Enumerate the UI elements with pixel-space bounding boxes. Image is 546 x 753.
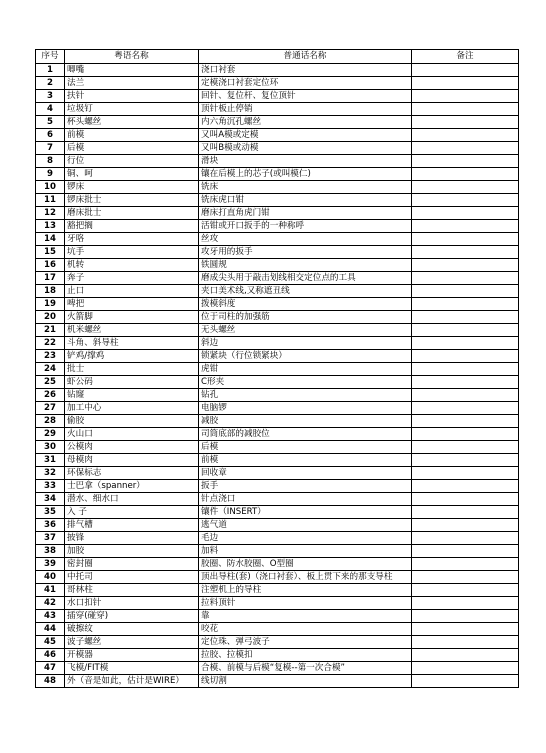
table-row — [36, 220, 519, 233]
row-number: 14 — [36, 233, 65, 246]
row-number: 29 — [36, 428, 65, 441]
mandarin-name: 司筒底部的减胶位 — [199, 428, 412, 441]
table-row — [36, 259, 519, 272]
remark — [412, 168, 519, 181]
table-row — [36, 467, 519, 480]
mandarin-name: 定位珠、弹弓波子 — [199, 636, 412, 649]
header-row — [36, 50, 519, 64]
remark — [412, 77, 519, 90]
row-number: 27 — [36, 402, 65, 415]
mandarin-name: 拉料顶针 — [199, 597, 412, 610]
cantonese-name: 加工中心 — [65, 402, 199, 415]
row-number: 42 — [36, 597, 65, 610]
remark — [412, 350, 519, 363]
row-number: 39 — [36, 558, 65, 571]
cantonese-name: 偷胶 — [65, 415, 199, 428]
table-row — [36, 675, 519, 688]
mandarin-name: 拉胶、拉模扣 — [199, 649, 412, 662]
cantonese-name: 入 子 — [65, 506, 199, 519]
row-number: 22 — [36, 337, 65, 350]
table-row — [36, 532, 519, 545]
remark — [412, 142, 519, 155]
remark — [412, 129, 519, 142]
row-number: 45 — [36, 636, 65, 649]
table-row — [36, 337, 519, 350]
mandarin-name: 逃气道 — [199, 519, 412, 532]
cantonese-name: 水口扣针 — [65, 597, 199, 610]
mandarin-name: 毛边 — [199, 532, 412, 545]
remark — [412, 246, 519, 259]
row-number: 32 — [36, 467, 65, 480]
row-number: 47 — [36, 662, 65, 675]
row-number: 2 — [36, 77, 65, 90]
cantonese-name: 开模器 — [65, 649, 199, 662]
table-row — [36, 103, 519, 116]
mandarin-name: 定模浇口衬套定位环 — [199, 77, 412, 90]
cantonese-name: 批士 — [65, 363, 199, 376]
remark — [412, 285, 519, 298]
cantonese-name: 行位 — [65, 155, 199, 168]
table-row — [36, 116, 519, 129]
cantonese-name: 牙咯 — [65, 233, 199, 246]
mandarin-name: 回针、复位杆、复位顶针 — [199, 90, 412, 103]
row-number: 41 — [36, 584, 65, 597]
row-number: 28 — [36, 415, 65, 428]
table-row — [36, 545, 519, 558]
table-row — [36, 194, 519, 207]
remark — [412, 220, 519, 233]
mandarin-name: 胶圈、防水胶圈、O型圈 — [199, 558, 412, 571]
row-number: 4 — [36, 103, 65, 116]
remark — [412, 610, 519, 623]
remark — [412, 454, 519, 467]
remark — [412, 233, 519, 246]
row-number: 31 — [36, 454, 65, 467]
table-row — [36, 155, 519, 168]
cantonese-name: 唧嘴 — [65, 64, 199, 77]
remark — [412, 519, 519, 532]
table-row — [36, 623, 519, 636]
header-remark: 备注 — [412, 50, 519, 64]
remark — [412, 480, 519, 493]
row-number: 3 — [36, 90, 65, 103]
mandarin-name: 钻孔 — [199, 389, 412, 402]
remark — [412, 415, 519, 428]
remark — [412, 584, 519, 597]
cantonese-name: 母模肉 — [65, 454, 199, 467]
row-number: 40 — [36, 571, 65, 584]
cantonese-name: 火山口 — [65, 428, 199, 441]
cantonese-name: 外（音是如此，估计是WIRE） — [65, 675, 199, 688]
mandarin-name: 磨成尖头用于敲击划线相交定位点的工具 — [199, 272, 412, 285]
mandarin-name: 位于司柱的加强筋 — [199, 311, 412, 324]
cantonese-name: 扶针 — [65, 90, 199, 103]
cantonese-name: 密封圈 — [65, 558, 199, 571]
remark — [412, 116, 519, 129]
remark — [412, 506, 519, 519]
row-number: 34 — [36, 493, 65, 506]
remark — [412, 389, 519, 402]
cantonese-name: 中托司 — [65, 571, 199, 584]
table-row — [36, 129, 519, 142]
mandarin-name: 又叫B模或动模 — [199, 142, 412, 155]
table-row — [36, 324, 519, 337]
remark — [412, 571, 519, 584]
remark — [412, 311, 519, 324]
remark — [412, 597, 519, 610]
table-row — [36, 480, 519, 493]
remark — [412, 259, 519, 272]
mandarin-name: 咬花 — [199, 623, 412, 636]
table-row — [36, 415, 519, 428]
cantonese-name: 波子螺丝 — [65, 636, 199, 649]
mandarin-name: 浇口衬套 — [199, 64, 412, 77]
row-number: 37 — [36, 532, 65, 545]
cantonese-name: 豁把搁 — [65, 220, 199, 233]
mandarin-name: 丝攻 — [199, 233, 412, 246]
row-number: 18 — [36, 285, 65, 298]
mandarin-name: 锁紧块（行位锁紧块） — [199, 350, 412, 363]
table-row — [36, 376, 519, 389]
row-number: 10 — [36, 181, 65, 194]
cantonese-name: 公模肉 — [65, 441, 199, 454]
cantonese-name: 哥林柱 — [65, 584, 199, 597]
row-number: 15 — [36, 246, 65, 259]
row-number: 5 — [36, 116, 65, 129]
table-row — [36, 506, 519, 519]
mandarin-name: 靠 — [199, 610, 412, 623]
remark — [412, 441, 519, 454]
mandarin-name: 铣床虎口钳 — [199, 194, 412, 207]
cantonese-name: 杯头螺丝 — [65, 116, 199, 129]
row-number: 16 — [36, 259, 65, 272]
remark — [412, 649, 519, 662]
mandarin-name: 铁圆规 — [199, 259, 412, 272]
row-number: 17 — [36, 272, 65, 285]
row-number: 24 — [36, 363, 65, 376]
cantonese-name: 铜、呵 — [65, 168, 199, 181]
row-number: 9 — [36, 168, 65, 181]
row-number: 8 — [36, 155, 65, 168]
mandarin-name: 滑块 — [199, 155, 412, 168]
header-mandarin-name: 普通话名称 — [199, 50, 412, 64]
mandarin-name: 斜边 — [199, 337, 412, 350]
table-row — [36, 402, 519, 415]
remark — [412, 337, 519, 350]
table-row — [36, 662, 519, 675]
row-number: 19 — [36, 298, 65, 311]
cantonese-name: 飞模/FIT模 — [65, 662, 199, 675]
cantonese-name: 火箭脚 — [65, 311, 199, 324]
mandarin-name: 攻牙用的扳手 — [199, 246, 412, 259]
table-row — [36, 519, 519, 532]
mandarin-name: 前模 — [199, 454, 412, 467]
mandarin-name: 顶出导柱(套)（浇口衬套）、板上贯下来的那支导柱 — [199, 571, 412, 584]
table-row — [36, 285, 519, 298]
mandarin-name: 活钳或开口扳手的一种称呼 — [199, 220, 412, 233]
mandarin-name: 扳手 — [199, 480, 412, 493]
cantonese-name: 排气槽 — [65, 519, 199, 532]
mandarin-name: 针点浇口 — [199, 493, 412, 506]
mandarin-name: 虎钳 — [199, 363, 412, 376]
cantonese-name: 啤把 — [65, 298, 199, 311]
table-row — [36, 584, 519, 597]
mandarin-name: C形夹 — [199, 376, 412, 389]
table-row — [36, 389, 519, 402]
mandarin-name: 又叫A模或定模 — [199, 129, 412, 142]
row-number: 35 — [36, 506, 65, 519]
remark — [412, 324, 519, 337]
cantonese-name: 披锋 — [65, 532, 199, 545]
cantonese-name: 加胶 — [65, 545, 199, 558]
mandarin-name: 合模、前模与后模“复模--第一次合模” — [199, 662, 412, 675]
remark — [412, 493, 519, 506]
mandarin-name: 注塑机上的导柱 — [199, 584, 412, 597]
row-number: 23 — [36, 350, 65, 363]
row-number: 25 — [36, 376, 65, 389]
remark — [412, 532, 519, 545]
table-row — [36, 233, 519, 246]
cantonese-name: 虾公码 — [65, 376, 199, 389]
remark — [412, 194, 519, 207]
cantonese-name: 止口 — [65, 285, 199, 298]
cantonese-name: 铲鸡/撑鸡 — [65, 350, 199, 363]
table-row — [36, 246, 519, 259]
mandarin-name: 夹口美术线,又称遮丑线 — [199, 285, 412, 298]
cantonese-name: 环保标志 — [65, 467, 199, 480]
cantonese-name: 后模 — [65, 142, 199, 155]
row-number: 48 — [36, 675, 65, 688]
table-row — [36, 311, 519, 324]
table-row — [36, 64, 519, 77]
row-number: 21 — [36, 324, 65, 337]
cantonese-name: 斗角、斜导柱 — [65, 337, 199, 350]
mandarin-name: 镶在后模上的芯子(或叫模仁) — [199, 168, 412, 181]
table-row — [36, 636, 519, 649]
remark — [412, 636, 519, 649]
cantonese-name: 奔子 — [65, 272, 199, 285]
header-number: 序号 — [36, 50, 65, 64]
cantonese-name: 机米螺丝 — [65, 324, 199, 337]
mandarin-name: 回收章 — [199, 467, 412, 480]
remark — [412, 103, 519, 116]
row-number: 43 — [36, 610, 65, 623]
remark — [412, 545, 519, 558]
header-cantonese-name: 粤语名称 — [65, 50, 199, 64]
mandarin-name: 无头螺丝 — [199, 324, 412, 337]
remark — [412, 90, 519, 103]
table-row — [36, 610, 519, 623]
remark — [412, 623, 519, 636]
row-number: 38 — [36, 545, 65, 558]
row-number: 36 — [36, 519, 65, 532]
mandarin-name: 顶针板止停销 — [199, 103, 412, 116]
table-row — [36, 272, 519, 285]
mandarin-name: 内六角沉孔螺丝 — [199, 116, 412, 129]
cantonese-name: 潜水、细水口 — [65, 493, 199, 506]
row-number: 1 — [36, 64, 65, 77]
row-number: 30 — [36, 441, 65, 454]
table-row — [36, 428, 519, 441]
cantonese-name: 法兰 — [65, 77, 199, 90]
cantonese-name: 破擦纹 — [65, 623, 199, 636]
remark — [412, 207, 519, 220]
table-row — [36, 298, 519, 311]
row-number: 26 — [36, 389, 65, 402]
remark — [412, 662, 519, 675]
cantonese-name: 插穿(碰穿) — [65, 610, 199, 623]
table-row — [36, 168, 519, 181]
mandarin-name: 减胶 — [199, 415, 412, 428]
cantonese-name: 前模 — [65, 129, 199, 142]
mandarin-name: 镶件（INSERT） — [199, 506, 412, 519]
remark — [412, 64, 519, 77]
table-row — [36, 350, 519, 363]
table-row — [36, 142, 519, 155]
table-row — [36, 558, 519, 571]
row-number: 6 — [36, 129, 65, 142]
table-row — [36, 571, 519, 584]
remark — [412, 272, 519, 285]
table-row — [36, 454, 519, 467]
row-number: 12 — [36, 207, 65, 220]
remark — [412, 402, 519, 415]
cantonese-name: 士巴拿（spanner） — [65, 480, 199, 493]
table-row — [36, 649, 519, 662]
table-row — [36, 493, 519, 506]
remark — [412, 675, 519, 688]
cantonese-name: 锣床批士 — [65, 194, 199, 207]
row-number: 20 — [36, 311, 65, 324]
row-number: 13 — [36, 220, 65, 233]
mandarin-name: 拨模斜度 — [199, 298, 412, 311]
cantonese-name: 坑手 — [65, 246, 199, 259]
table-row — [36, 207, 519, 220]
row-number: 11 — [36, 194, 65, 207]
remark — [412, 155, 519, 168]
cantonese-name: 垃圾钉 — [65, 103, 199, 116]
mandarin-name: 铣床 — [199, 181, 412, 194]
mandarin-name: 电脑锣 — [199, 402, 412, 415]
remark — [412, 181, 519, 194]
row-number: 7 — [36, 142, 65, 155]
table-row — [36, 597, 519, 610]
remark — [412, 363, 519, 376]
remark — [412, 298, 519, 311]
remark — [412, 428, 519, 441]
mandarin-name: 线切割 — [199, 675, 412, 688]
cantonese-name: 磨床批士 — [65, 207, 199, 220]
table-row — [36, 441, 519, 454]
remark — [412, 467, 519, 480]
cantonese-name: 机转 — [65, 259, 199, 272]
remark — [412, 376, 519, 389]
mandarin-name: 后模 — [199, 441, 412, 454]
table-row — [36, 181, 519, 194]
row-number: 46 — [36, 649, 65, 662]
cantonese-name: 锣床 — [65, 181, 199, 194]
glossary-table — [35, 49, 519, 688]
row-number: 44 — [36, 623, 65, 636]
mandarin-name: 加料 — [199, 545, 412, 558]
cantonese-name: 钻窿 — [65, 389, 199, 402]
row-number: 33 — [36, 480, 65, 493]
mandarin-name: 磨床打直角虎门钳 — [199, 207, 412, 220]
remark — [412, 558, 519, 571]
table-row — [36, 90, 519, 103]
table-row — [36, 77, 519, 90]
table-row — [36, 363, 519, 376]
